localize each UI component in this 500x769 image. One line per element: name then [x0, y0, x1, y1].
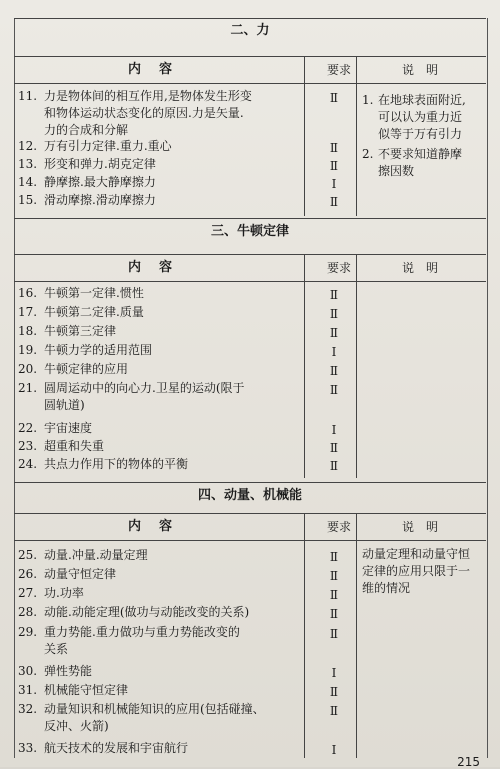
row-text: 力的合成和分解 [44, 123, 129, 137]
row-number: 24. [18, 457, 38, 471]
row-text: 机械能守恒定律 [44, 683, 129, 697]
row-text: 牛顿第二定律.质量 [44, 305, 144, 319]
header-requirement: 要求 [326, 520, 351, 534]
note-text: 维的情况 [362, 581, 411, 595]
row-text: 万有引力定律.重力.重心 [44, 139, 172, 153]
row-text: 弹性势能 [44, 664, 93, 678]
requirement-level: Ⅱ [329, 569, 339, 583]
table-row [18, 361, 306, 378]
table-row [18, 380, 306, 416]
row-text: 宇宙速度 [44, 421, 93, 435]
row-number: 15. [18, 193, 38, 207]
row-text: 重力势能.重力做功与重力势能改变的 [44, 625, 240, 639]
table-row [18, 138, 306, 155]
table-row [18, 304, 306, 321]
header-content: 内容 [127, 260, 190, 275]
row-text: 形变和弹力.胡克定律 [44, 157, 156, 171]
section-title-force: 二、力 [14, 18, 486, 43]
row-number: 30. [18, 664, 38, 678]
requirement-level: Ⅱ [329, 288, 339, 302]
section-title-momentum: 四、动量、机械能 [14, 482, 486, 509]
header-requirement: 要求 [326, 261, 351, 275]
requirement-level: Ⅱ [329, 91, 339, 105]
table-row [18, 323, 306, 340]
row-text: 和物体运动状态变化的原因.力是矢量. [44, 106, 244, 120]
requirement-level: Ⅱ [329, 159, 339, 173]
requirement-level: Ⅱ [329, 607, 339, 621]
table-header-newton [14, 254, 486, 282]
row-text: 反冲、火箭) [44, 719, 109, 733]
row-number: 23. [18, 439, 38, 453]
row-text: 动量守恒定律 [44, 567, 117, 581]
requirement-level: Ⅱ [329, 383, 339, 397]
requirement-level: Ⅱ [329, 307, 339, 321]
row-number: 16. [18, 286, 38, 300]
note-item [362, 146, 463, 178]
note-text: 可以认为重力近 [378, 110, 463, 124]
row-text: 力是物体间的相互作用,是物体发生形变 [44, 89, 252, 103]
note-text: 动量定理和动量守恒 [362, 547, 471, 561]
table-row [18, 663, 306, 680]
table-row [18, 740, 306, 757]
divider [356, 513, 357, 758]
row-number: 11. [18, 89, 38, 103]
table-row [18, 88, 306, 139]
table-header-force [14, 56, 486, 84]
table-row [18, 156, 306, 173]
requirement-level: Ⅰ [331, 345, 337, 359]
table-row [18, 566, 306, 583]
row-text: 圆轨道) [44, 398, 85, 412]
note-text: 擦因数 [378, 164, 415, 178]
requirement-level: Ⅱ [329, 588, 339, 602]
row-number: 17. [18, 305, 38, 319]
table-row [18, 682, 306, 699]
row-number: 19. [18, 343, 38, 357]
header-content: 内容 [127, 519, 190, 534]
note-number: 2. [362, 147, 374, 161]
row-text: 静摩擦.最大静摩擦力 [44, 175, 156, 189]
table-row [18, 456, 306, 473]
row-number: 13. [18, 157, 38, 171]
table-row [18, 585, 306, 602]
table-row [18, 285, 306, 302]
table-row [18, 624, 306, 660]
row-text: 动能.动能定理(做功与动能改变的关系) [44, 605, 250, 619]
row-text: 牛顿第三定律 [44, 324, 117, 338]
row-number: 18. [18, 324, 38, 338]
row-number: 33. [18, 741, 38, 755]
row-text: 牛顿力学的适用范围 [44, 343, 153, 357]
note-item [362, 546, 482, 597]
row-number: 31. [18, 683, 38, 697]
header-note: 说明 [401, 261, 450, 275]
row-number: 21. [18, 381, 38, 395]
requirement-level: Ⅱ [329, 195, 339, 209]
requirement-level: Ⅱ [329, 459, 339, 473]
row-text: 圆周运动中的向心力.卫星的运动(限于 [44, 381, 245, 395]
note-text: 不要求知道静摩 [378, 147, 463, 161]
row-number: 25. [18, 548, 38, 562]
requirement-level: Ⅱ [329, 326, 339, 340]
table-row [18, 342, 306, 359]
requirement-level: Ⅱ [329, 364, 339, 378]
row-text: 动量知识和机械能知识的应用(包括碰撞、 [44, 702, 265, 716]
row-number: 12. [18, 139, 38, 153]
note-text: 似等于万有引力 [378, 127, 463, 141]
section-title-newton: 三、牛顿定律 [14, 218, 486, 245]
requirement-level: Ⅰ [331, 423, 337, 437]
note-item [362, 92, 466, 141]
row-text: 超重和失重 [44, 439, 105, 453]
table-row [18, 174, 306, 191]
requirement-level: Ⅱ [329, 685, 339, 699]
row-number: 28. [18, 605, 38, 619]
note-text: 在地球表面附近, [378, 93, 466, 107]
row-number: 22. [18, 421, 38, 435]
divider [356, 254, 357, 478]
row-text: 航天技术的发展和宇宙航行 [44, 741, 189, 755]
table-row [18, 604, 306, 621]
header-note: 说明 [401, 520, 450, 534]
table-row [18, 420, 306, 437]
header-note: 说明 [401, 63, 450, 77]
requirement-level: Ⅰ [331, 743, 337, 757]
requirement-level: Ⅰ [331, 177, 337, 191]
row-text: 牛顿第一定律.惯性 [44, 286, 144, 300]
row-number: 27. [18, 586, 38, 600]
page-number: 215 [457, 755, 480, 769]
row-number: 32. [18, 702, 38, 716]
requirement-level: Ⅱ [329, 627, 339, 641]
row-number: 14. [18, 175, 38, 189]
header-content: 内容 [127, 62, 190, 77]
requirement-level: Ⅱ [329, 441, 339, 455]
row-number: 26. [18, 567, 38, 581]
row-text: 关系 [44, 642, 69, 656]
header-requirement: 要求 [326, 63, 351, 77]
row-text: 功.功率 [44, 586, 84, 600]
requirement-level: Ⅱ [329, 704, 339, 718]
requirement-level: Ⅱ [329, 550, 339, 564]
divider [356, 56, 357, 216]
table-row [18, 192, 306, 209]
row-number: 29. [18, 625, 38, 639]
note-text: 定律的应用只限于一 [362, 564, 471, 578]
table-row [18, 438, 306, 455]
requirement-level: Ⅰ [331, 666, 337, 680]
table-row [18, 701, 306, 737]
table-row [18, 547, 306, 564]
row-text: 动量.冲量.动量定理 [44, 548, 148, 562]
note-number: 1. [362, 93, 374, 107]
table-header-momentum [14, 513, 486, 541]
row-text: 共点力作用下的物体的平衡 [44, 457, 189, 471]
row-text: 滑动摩擦.滑动摩擦力 [44, 193, 156, 207]
row-number: 20. [18, 362, 38, 376]
requirement-level: Ⅱ [329, 141, 339, 155]
row-text: 牛顿定律的应用 [44, 362, 129, 376]
